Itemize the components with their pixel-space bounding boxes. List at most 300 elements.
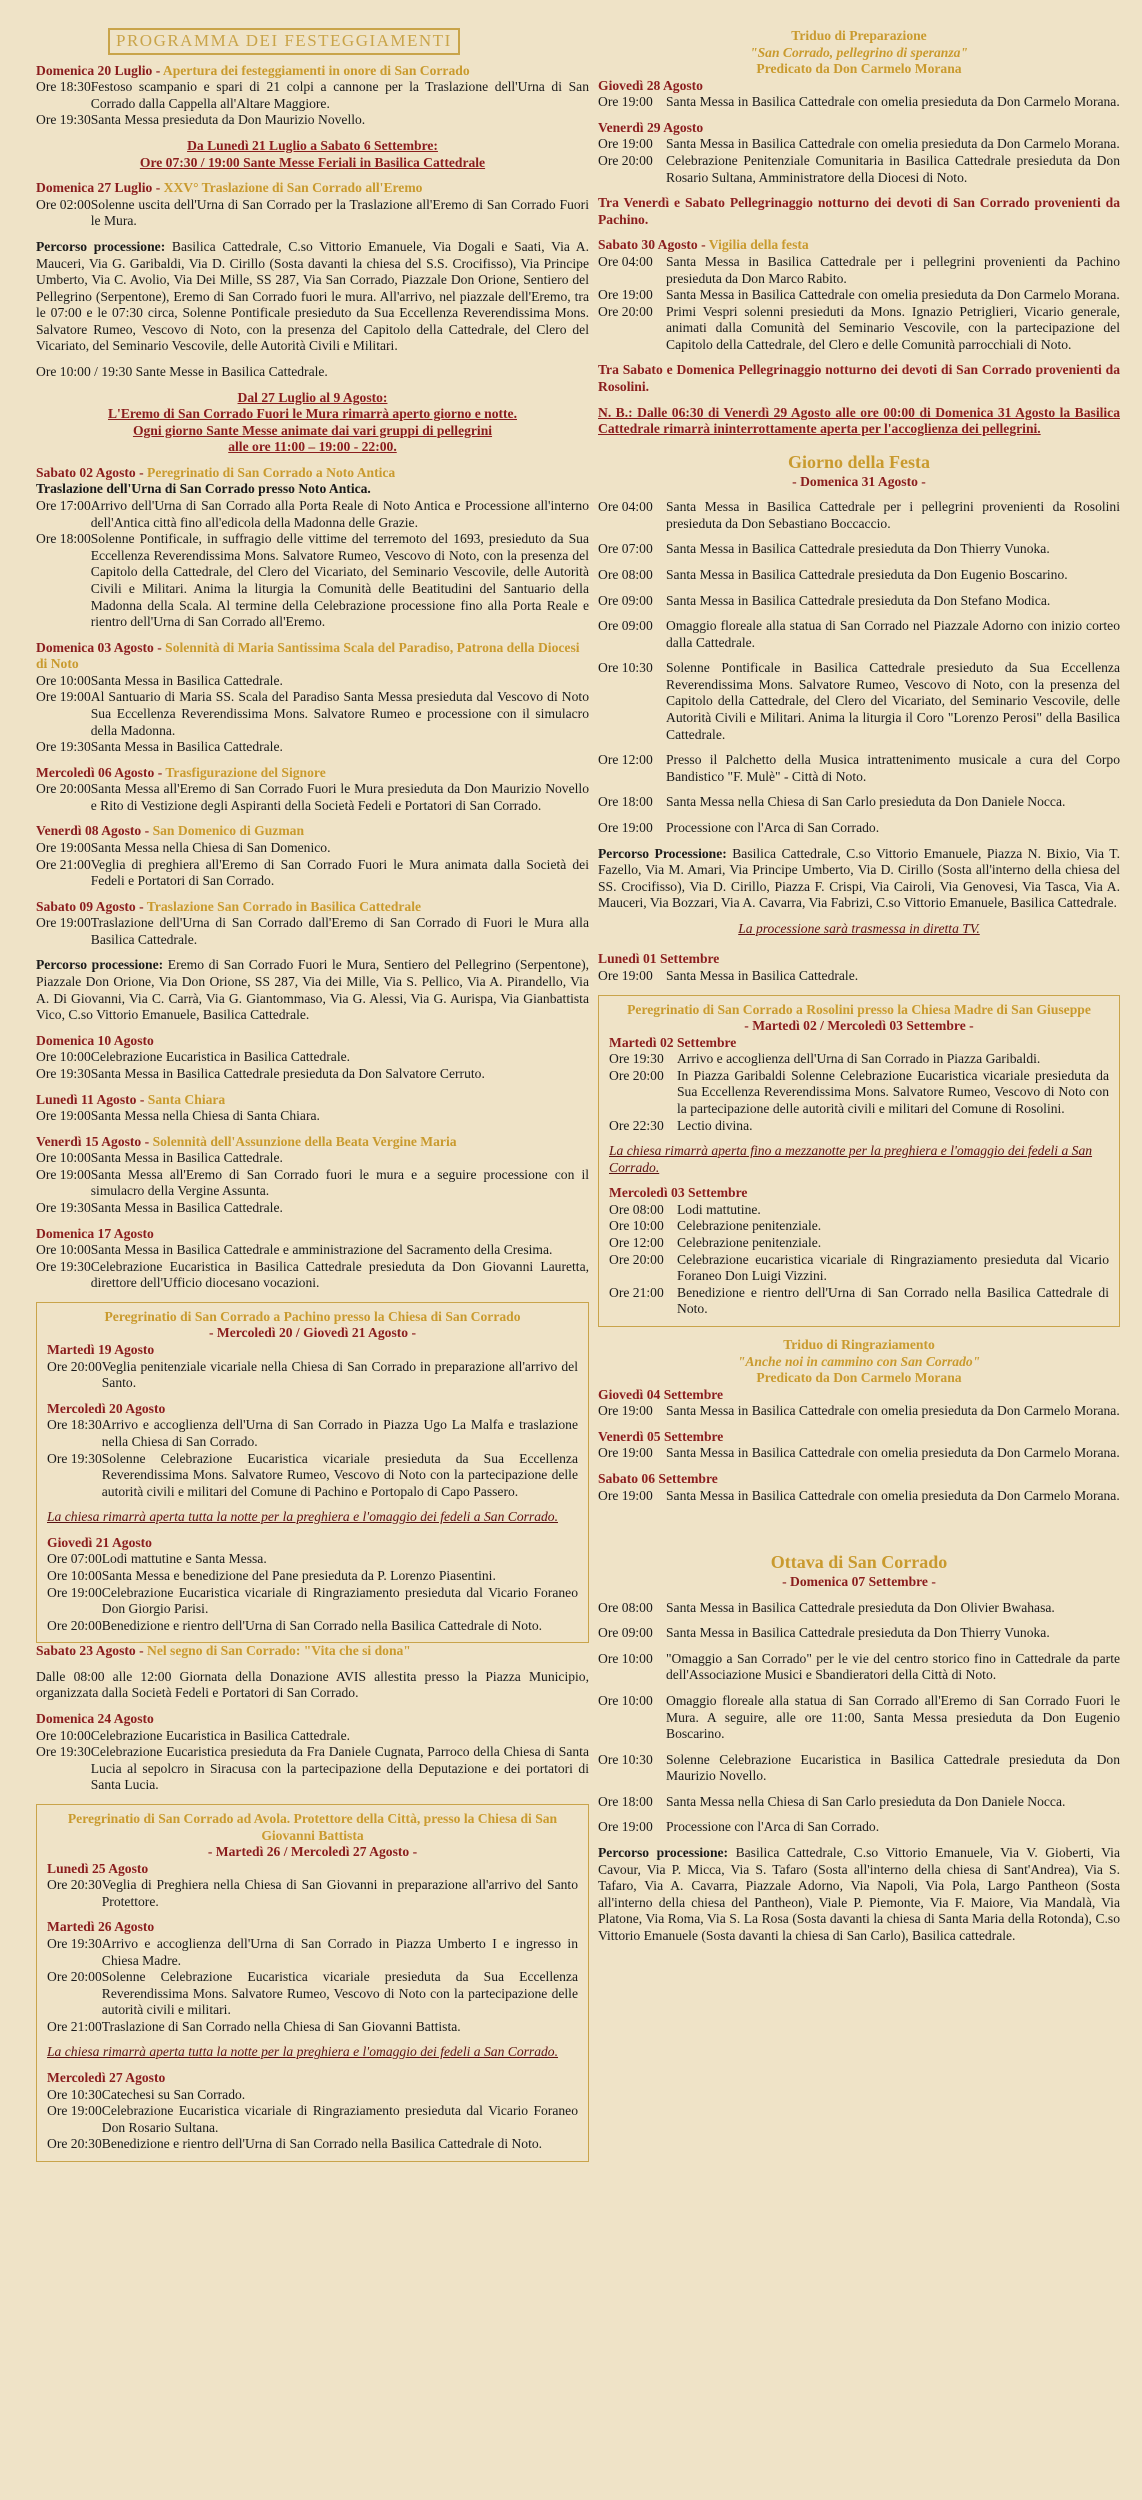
left-column xyxy=(36,28,589,2162)
schedule-time: Ore 10:00 xyxy=(36,1049,91,1065)
schedule-text: In Piazza Garibaldi Solenne Celebrazione Eucaristica vicariale presieduta da Sua Eccellenza Reverendissima Mons. Salvatore Rumeo, Vescovo di Noto con la partecipazione delle autorità civili e militari del Comune di Rosolini. xyxy=(677,1067,1109,1117)
schedule-time: Ore 10:30 xyxy=(598,1751,653,1767)
box-subtitle: - Martedì 02 / Mercoledì 03 Settembre - xyxy=(744,1018,974,1034)
schedule-text: Santa Messa in Basilica Cattedrale per i pellegrini provenienti da Pachino presieduta da Don Marco Rabito. xyxy=(666,253,1120,286)
schedule-row xyxy=(36,739,589,756)
schedule-time: Ore 18:30 xyxy=(36,79,91,95)
notice-line: alle ore 11:00 – 19:00 - 22:00. xyxy=(228,439,397,455)
schedule-text: Santa Messa in Basilica Cattedrale con omelia presieduta da Don Carmelo Morana. xyxy=(666,1445,1120,1461)
event-date-heading xyxy=(598,120,1120,137)
schedule-row xyxy=(47,1451,578,1501)
schedule-row xyxy=(609,1118,1109,1135)
event-date: Domenica 20 Luglio - xyxy=(36,62,163,78)
schedule-time: Ore 20:00 xyxy=(47,1969,102,1985)
schedule-row xyxy=(47,1359,578,1392)
event-date-heading xyxy=(36,1711,589,1728)
schedule-time: Ore 17:00 xyxy=(36,498,91,514)
event-date: Giovedì 28 Agosto xyxy=(598,77,703,93)
event-title: Peregrinatio di San Corrado a Noto Antica xyxy=(147,464,396,480)
schedule-row xyxy=(36,857,589,890)
schedule-text: Santa Messa nella Chiesa di San Carlo presieduta da Don Daniele Nocca. xyxy=(666,794,1066,810)
route-text: Basilica Cattedrale, C.so Vittorio Emanuele, Piazza N. Bixio, Via T. Fazello, Via M. Amari, Via Principe Umberto, Via D. Cirillo (Sosta all'interno della chiesa del SS. Crocifisso), Via D. Cirillo, Piazza F. Crispi, Via Cairoli, Via Genovesi, Via Tasca, Via A. Mauceri, Via Bozzari, Via A. Cavarra, Via Fabrizi, C.so Vittorio Emanuele, Basilica Cattedrale. xyxy=(598,845,1120,911)
box-events xyxy=(47,1342,578,1634)
church-open-note: La chiesa rimarrà aperta tutta la notte per la preghiera e l'omaggio dei fedeli a San Corrado. xyxy=(47,1509,559,1525)
schedule-time: Ore 19:00 xyxy=(598,1403,653,1419)
schedule-time: Ore 10:00 xyxy=(36,672,91,688)
schedule-text: Benedizione e rientro dell'Urna di San Corrado nella Basilica Cattedrale di Noto. xyxy=(677,1284,1109,1317)
schedule-text: Lodi mattutine e Santa Messa. xyxy=(101,1551,267,1567)
schedule-row xyxy=(36,1108,589,1125)
schedule-time: Ore 20:30 xyxy=(47,1877,102,1893)
schedule-text: Santa Messa in Basilica Cattedrale con omelia presieduta da Don Carmelo Morana. xyxy=(666,94,1120,110)
schedule-row xyxy=(36,531,589,630)
triduo-preacher: Predicato da Don Carmelo Morana xyxy=(756,1370,962,1386)
schedule-text: Traslazione dell'Urna di San Corrado dall'Eremo di San Corrado di Fuori le Mura alla Basilica Cattedrale. xyxy=(90,915,589,947)
schedule-row xyxy=(598,254,1120,287)
church-open-note: La chiesa rimarrà aperta fino a mezzanotte per la preghiera e l'omaggio dei fedeli a San Corrado. xyxy=(609,1143,1093,1175)
notice-line: Dal 27 Luglio al 9 Agosto: xyxy=(237,389,388,405)
schedule-text: Al Santuario di Maria SS. Scala del Paradiso Santa Messa presieduta dal Vescovo di Noto Sua Eccellenza Reverendissima Mons. Salvatore Rumeo e processione con il simulacro della Madonna. xyxy=(90,689,589,738)
ottava-events xyxy=(598,1600,1120,1945)
schedule-row xyxy=(598,1488,1120,1505)
schedule-text: Santa Messa all'Eremo di San Corrado Fuori le Mura presieduta da Don Maurizio Novello e Rito di Vestizione degli Aspiranti della Società Fedeli e Portatori di San Corrado. xyxy=(90,781,589,813)
route-label: Percorso Processione: xyxy=(598,845,727,861)
schedule-row xyxy=(47,1877,578,1910)
schedule-row xyxy=(36,1150,589,1167)
schedule-row xyxy=(36,1167,589,1200)
schedule-text: Omaggio floreale alla statua di San Corrado nel Piazzale Adorno con inizio corteo dalla Cattedrale. xyxy=(666,618,1120,650)
event-date-heading xyxy=(36,823,589,840)
info-line: Dalle 08:00 alle 12:00 Giornata della Donazione AVIS allestita presso la Piazza Municipio, organizzata dalla Società Fedeli e Portatori di San Corrado. xyxy=(36,1668,589,1701)
schedule-time: Ore 19:30 xyxy=(36,1200,91,1215)
schedule-text: Santa Messa in Basilica Cattedrale per i pellegrini provenienti da Rosolini presieduta da Don Sebastiano Boccaccio. xyxy=(666,499,1120,531)
schedule-row xyxy=(598,1693,1120,1743)
festa-title: Giorno della Festa xyxy=(788,451,930,472)
schedule-time: Ore 19:00 xyxy=(598,136,653,152)
event-date-heading xyxy=(47,1535,578,1552)
event-date: Mercoledì 20 Agosto xyxy=(47,1400,166,1416)
schedule-text: Solenne uscita dell'Urna di San Corrado per la Traslazione all'Eremo di San Corrado Fuori le Mura. xyxy=(90,196,589,229)
pilgrimage-notice: Tra Venerdì e Sabato Pellegrinaggio notturno dei devoti di San Corrado provenienti da Pachino. xyxy=(598,195,1120,227)
schedule-row xyxy=(598,593,1120,610)
festa-subtitle: - Domenica 31 Agosto - xyxy=(792,473,926,489)
schedule-time: Ore 20:00 xyxy=(36,781,91,797)
event-title: Traslazione San Corrado in Basilica Cattedrale xyxy=(146,898,422,914)
schedule-text: Celebrazione Penitenziale Comunitaria in Basilica Cattedrale presieduta da Don Rosario Sultana, Amministratore della Diocesi di Noto. xyxy=(666,153,1120,185)
schedule-row xyxy=(609,1202,1109,1219)
schedule-time: Ore 19:00 xyxy=(47,1584,102,1600)
schedule-row xyxy=(598,1625,1120,1642)
schedule-text: Santa Messa in Basilica Cattedrale. xyxy=(90,1200,283,1215)
schedule-row xyxy=(47,1568,578,1585)
ottava-subtitle: - Domenica 07 Settembre - xyxy=(782,1574,936,1590)
schedule-text: Santa Messa in Basilica Cattedrale presieduta da Don Thierry Vunoka. xyxy=(666,541,1050,557)
schedule-text: Solenne Pontificale, in suffragio delle vittime del terremoto del 1693, presieduto da Sua Eccellenza Reverendissima Mons. Salvatore Rumeo, Vescovo di Noto, con la presenza del Capitolo della Cattedrale, del Clero del Vicariato, del Seminario Vescovile, delle Autorità Civili e Militari. Anima la liturgia la Comunità delle Beatitudini del Santuario della Madonna della Scala. Al termine della Celebrazione processione fino alla Porta Reale e rientro dell'Urna di San Corrado all'Eremo. xyxy=(90,531,589,630)
schedule-text: Veglia di Preghiera nella Chiesa di San Giovanni in preparazione all'arrivo del Santo Protettore. xyxy=(101,1877,578,1909)
event-date-heading xyxy=(36,640,589,673)
schedule-text: Santa Messa in Basilica Cattedrale presieduta da Don Thierry Vunoka. xyxy=(666,1625,1050,1641)
schedule-text: Santa Messa presieduta da Don Maurizio Novello. xyxy=(90,112,366,128)
route-label: Percorso processione: xyxy=(36,238,166,254)
schedule-row xyxy=(36,1049,589,1066)
schedule-row xyxy=(36,498,589,531)
schedule-time: Ore 10:00 xyxy=(36,1727,91,1743)
pilgrimage-notice: Tra Sabato e Domenica Pellegrinaggio notturno dei devoti di San Corrado provenienti da Rosolini. xyxy=(598,362,1120,394)
schedule-time: Ore 19:30 xyxy=(36,1258,91,1274)
schedule-time: Ore 21:00 xyxy=(36,856,91,872)
avola-peregrinatio-box xyxy=(36,1804,589,2162)
schedule-row xyxy=(36,915,589,948)
schedule-row xyxy=(598,1651,1120,1684)
event-date-heading xyxy=(598,1387,1120,1404)
event-date: Giovedì 04 Settembre xyxy=(598,1386,724,1402)
event-title: San Domenico di Guzman xyxy=(152,823,304,839)
right-events-1 xyxy=(598,78,1120,438)
schedule-time: Ore 19:30 xyxy=(609,1051,664,1067)
schedule-row xyxy=(598,153,1120,186)
schedule-row xyxy=(36,1066,589,1083)
event-date: Sabato 02 Agosto - xyxy=(36,464,148,480)
schedule-row xyxy=(609,1252,1109,1285)
schedule-text: Santa Messa in Basilica Cattedrale presieduta da Don Eugenio Boscarino. xyxy=(666,566,1068,582)
schedule-time: Ore 20:00 xyxy=(47,1358,102,1374)
event-title: Nel segno di San Corrado: "Vita che si dona" xyxy=(147,1643,411,1659)
schedule-row xyxy=(598,1600,1120,1617)
schedule-text: Santa Messa in Basilica Cattedrale presieduta da Don Olivier Bwahasa. xyxy=(666,1599,1055,1615)
schedule-row xyxy=(609,1218,1109,1235)
route-text: Basilica Cattedrale, C.so Vittorio Emanuele, Via Dogali e Saati, Via A. Mauceri, Via G. Garibaldi, Via D. Cirillo (Sosta davanti la chiesa del S.S. Crocifisso), Via Principe Umberto, Via C. Avolio, Via Dei Mille, SS 287, Via San Corrado, Piazzale Don Orione, Sentiero del Pellegrino (Serpentone), Eremo di San Corrado fuori le mura. All'arrivo, nel piazzale dell'Eremo, tra le 07:00 e le 07:30 circa, Solenne Pontificale presieduto da Sua Eccellenza Reverendissima Mons. Salvatore Rumeo, Vescovo di Noto, con la presenza del Capitolo della Cattedrale, del Clero del Vicariato, del Seminario Vescovile, delle Autorità Civili e Militari. xyxy=(36,238,589,354)
schedule-text: Santa Messa nella Chiesa di San Domenico. xyxy=(90,840,331,856)
schedule-time: Ore 18:00 xyxy=(598,794,653,810)
schedule-time: Ore 08:00 xyxy=(598,566,653,582)
ottava-title: Ottava di San Corrado xyxy=(770,1552,948,1573)
schedule-text: Arrivo dell'Urna di San Corrado alla Porta Reale di Noto Antica e Processione all'interno dell'Antica città fino all'edicola della Madonna delle Grazie. xyxy=(90,498,589,530)
schedule-row xyxy=(36,840,589,857)
event-title: XXV° Traslazione di San Corrado all'Eremo xyxy=(163,180,423,196)
event-date-heading xyxy=(598,237,1120,254)
schedule-text: Arrivo e accoglienza dell'Urna di San Corrado in Piazza Umberto I e ingresso in Chiesa Madre. xyxy=(101,1935,578,1968)
schedule-time: Ore 19:00 xyxy=(598,94,653,110)
schedule-row xyxy=(609,1068,1109,1118)
schedule-text: Solenne Pontificale in Basilica Cattedrale presieduto da Sua Eccellenza Reverendissima Mons. Salvatore Rumeo, Vescovo di Noto, con la presenza del Capitolo della Cattedrale, del Clero del Vicariato, del Seminario Vescovile, delle Autorità Civili e Militari. Anima la liturgia il Coro "Lorenzo Perosi" della Basilica Cattedrale. xyxy=(666,660,1120,742)
event-date-heading xyxy=(36,765,589,782)
opening-notice: N. B.: Dalle 06:30 di Venerdì 29 Agosto alle ore 00:00 di Domenica 31 Agosto la Basilica Cattedrale rimarrà ininterrottamente aperta per l'accoglienza dei pellegrini. xyxy=(598,404,1120,437)
event-date: Mercoledì 06 Agosto - xyxy=(36,764,166,780)
event-date: Venerdì 29 Agosto xyxy=(598,119,704,135)
schedule-row xyxy=(598,541,1120,558)
festa-events xyxy=(598,499,1120,937)
schedule-row xyxy=(609,1285,1109,1318)
schedule-time: Ore 20:30 xyxy=(47,2136,102,2152)
event-date-heading xyxy=(36,180,589,197)
event-date-heading xyxy=(598,951,1120,968)
schedule-text: Arrivo e accoglienza dell'Urna di San Corrado in Piazza Ugo La Malfa e traslazione nella Chiesa di San Corrado. xyxy=(101,1417,578,1449)
schedule-text: Veglia di preghiera all'Eremo di San Corrado Fuori le Mura animata dalla Società dei Fedeli e Portatori di San Corrado. xyxy=(90,856,589,889)
notice-line: L'Eremo di San Corrado Fuori le Mura rimarrà aperto giorno e notte. xyxy=(107,406,517,422)
schedule-text: Santa Messa in Basilica Cattedrale con omelia presieduta da Don Carmelo Morana. xyxy=(666,1487,1120,1503)
notice-line: Ogni giorno Sante Messe animate dai vari gruppi di pellegrini xyxy=(132,422,493,438)
event-date: Domenica 24 Agosto xyxy=(36,1711,154,1727)
schedule-time: Ore 19:30 xyxy=(36,739,91,755)
right-column xyxy=(598,28,1120,1945)
route-text: Eremo di San Corrado Fuori le Mura, Sentiero del Pellegrino (Serpentone), Piazzale Don Orione, Via Don Orione, SS 287, Via dei Mille, Via S. Pellico, Via A. Pirandello, Via A. Di Giovanni, Via C. Carrà, Via G. Giantommaso, Via G. Alessi, Via G. Aurispa, Via Gianbattista Vico, C.so Vittorio Emanuele, Basilica Cattedrale. xyxy=(36,957,590,1023)
schedule-time: Ore 09:00 xyxy=(598,1625,653,1641)
event-title: Solennità dell'Assunzione della Beata Vergine Maria xyxy=(152,1133,457,1149)
event-title: Solennità di Maria Santissima Scala del Paradiso, Patrona della Diocesi di Noto xyxy=(36,639,580,672)
info-line: Ore 10:00 / 19:30 Sante Messe in Basilica Cattedrale. xyxy=(36,363,328,379)
highlight-notice xyxy=(36,138,589,171)
schedule-text: Celebrazione eucaristica vicariale di Ringraziamento presieduta dal Vicario Foraneo Don Luigi Vizzini. xyxy=(677,1251,1109,1284)
schedule-text: Santa Messa in Basilica Cattedrale con omelia presieduta da Don Carmelo Morana. xyxy=(666,136,1120,152)
event-date: Martedì 19 Agosto xyxy=(47,1342,155,1358)
right-events-2 xyxy=(598,951,1120,984)
schedule-time: Ore 09:00 xyxy=(598,592,653,608)
triduo-ringraziamento xyxy=(598,1337,1120,1387)
schedule-text: Traslazione di San Corrado nella Chiesa di San Giovanni Battista. xyxy=(101,2018,461,2034)
schedule-time: Ore 08:00 xyxy=(598,1599,653,1615)
event-date: Venerdì 05 Settembre xyxy=(598,1428,724,1444)
event-title: Vigilia della festa xyxy=(708,237,809,253)
schedule-row xyxy=(47,1585,578,1618)
event-date-heading xyxy=(609,1035,1109,1052)
schedule-time: Ore 09:00 xyxy=(598,618,653,634)
event-date-heading xyxy=(598,78,1120,95)
event-date-heading xyxy=(36,1226,589,1243)
schedule-text: Lodi mattutine. xyxy=(677,1201,761,1217)
schedule-time: Ore 19:30 xyxy=(47,1450,102,1466)
route-paragraph xyxy=(36,957,589,1023)
schedule-row xyxy=(47,1936,578,1969)
schedule-row xyxy=(598,499,1120,532)
schedule-time: Ore 18:00 xyxy=(598,1793,653,1809)
schedule-text: Santa Messa nella Chiesa di San Carlo presieduta da Don Daniele Nocca. xyxy=(666,1793,1066,1809)
schedule-time: Ore 10:00 xyxy=(598,1650,653,1666)
schedule-text: Catechesi su San Corrado. xyxy=(101,2086,246,2102)
event-date-heading xyxy=(47,1401,578,1418)
schedule-row xyxy=(36,1728,589,1745)
event-date: Domenica 17 Agosto xyxy=(36,1225,154,1241)
schedule-time: Ore 10:00 xyxy=(609,1218,664,1234)
schedule-time: Ore 19:00 xyxy=(36,1166,91,1182)
schedule-row xyxy=(47,2103,578,2136)
schedule-time: Ore 04:00 xyxy=(598,499,653,515)
route-label: Percorso processione: xyxy=(36,957,164,973)
schedule-time: Ore 08:00 xyxy=(609,1201,664,1217)
schedule-time: Ore 10:30 xyxy=(47,2086,102,2102)
event-date: Giovedì 21 Agosto xyxy=(47,1534,152,1550)
schedule-text: Celebrazione penitenziale. xyxy=(677,1218,822,1234)
schedule-row xyxy=(36,781,589,814)
right-events-3 xyxy=(598,1387,1120,1504)
church-open-note: La chiesa rimarrà aperta tutta la notte per la preghiera e l'omaggio dei fedeli a San Corrado. xyxy=(47,2044,559,2060)
schedule-row xyxy=(36,79,589,112)
event-date-heading xyxy=(47,1861,578,1878)
event-date: Venerdì 15 Agosto - xyxy=(36,1133,153,1149)
schedule-text: Benedizione e rientro dell'Urna di San Corrado nella Basilica Cattedrale di Noto. xyxy=(101,1617,543,1633)
schedule-time: Ore 19:00 xyxy=(598,287,653,303)
schedule-time: Ore 19:00 xyxy=(36,915,91,931)
schedule-time: Ore 21:00 xyxy=(609,1284,664,1300)
schedule-row xyxy=(36,197,589,230)
schedule-time: Ore 12:00 xyxy=(609,1235,664,1251)
schedule-row xyxy=(598,1794,1120,1811)
schedule-text: Santa Messa in Basilica Cattedrale. xyxy=(90,672,283,688)
schedule-row xyxy=(598,304,1120,354)
schedule-text: Festoso scampanio e spari di 21 colpi a cannone per la Traslazione dell'Urna di San Corrado dalla Cappella all'Altare Maggiore. xyxy=(90,79,589,111)
event-date-heading xyxy=(36,465,589,482)
event-date: Sabato 06 Settembre xyxy=(598,1471,718,1486)
rosolini-peregrinatio-box xyxy=(598,995,1120,1327)
triduo-preacher: Predicato da Don Carmelo Morana xyxy=(756,61,962,77)
event-date: Mercoledì 27 Agosto xyxy=(47,2070,166,2086)
schedule-time: Ore 22:30 xyxy=(609,1117,664,1133)
broadcast-note: La processione sarà trasmessa in diretta TV. xyxy=(738,920,980,936)
schedule-time: Ore 20:00 xyxy=(598,303,653,319)
event-date-heading xyxy=(47,1342,578,1359)
triduo-motto: "San Corrado, pellegrino di speranza" xyxy=(750,44,968,60)
schedule-time: Ore 20:00 xyxy=(598,153,653,169)
schedule-row xyxy=(47,1417,578,1450)
left-events-2 xyxy=(36,1643,589,1794)
event-date: Lunedì 25 Agosto xyxy=(47,1860,149,1876)
notice-line: Ore 07:30 / 19:00 Sante Messe Feriali in Basilica Cattedrale xyxy=(139,154,486,170)
route-text: Basilica Cattedrale, C.so Vittorio Emanuele, Via V. Gioberti, Via Cavour, Via P. Micca, Via S. Tafaro (Sosta all'interno della chiesa di Sant'Andrea), Via S. Tafaro, Via A. Cavarra, Piazzale Adorno, Via Napoli, Via Pola, Largo Pantheon (Sosta all'interno della chiesa del Pantheon), Viale P. Piemonte, Via F. Maiore, Via Mandalà, Via Platone, Via Roma, Via S. La Rosa (Sosta davanti la chiesa di Santa Maria della Rotonda), C.so Vittorio Emanuele (Sosta davanti la chiesa di San Carlo), Basilica cattedrale. xyxy=(598,1845,1120,1943)
event-date: Domenica 03 Agosto - xyxy=(36,639,166,655)
schedule-time: Ore 19:00 xyxy=(598,967,653,983)
schedule-row xyxy=(598,567,1120,584)
event-date: Martedì 02 Settembre xyxy=(609,1034,737,1050)
event-date: Domenica 27 Luglio - xyxy=(36,180,164,196)
schedule-row xyxy=(36,673,589,690)
triduo-title: Triduo di Preparazione xyxy=(791,28,927,43)
schedule-time: Ore 07:00 xyxy=(598,541,653,557)
notice-line: Da Lunedì 21 Luglio a Sabato 6 Settembre: xyxy=(187,138,438,154)
info-bold-line: Traslazione dell'Urna di San Corrado presso Noto Antica. xyxy=(36,481,371,497)
schedule-row xyxy=(36,1259,589,1292)
schedule-text: "Omaggio a San Corrado" per le vie del centro storico fino in Cattedrale da parte dell'Associazione Musici e Sbandieratori della Città di Noto. xyxy=(666,1650,1120,1683)
schedule-time: Ore 19:00 xyxy=(598,1487,653,1503)
schedule-time: Ore 02:00 xyxy=(36,196,91,212)
schedule-text: Presso il Palchetto della Musica intrattenimento musicale a cura del Corpo Bandistico "F. Mulè" - Città di Noto. xyxy=(666,752,1120,784)
schedule-text: Arrivo e accoglienza dell'Urna di San Corrado in Piazza Garibaldi. xyxy=(677,1051,1041,1067)
event-title: Trasfigurazione del Signore xyxy=(165,764,326,780)
schedule-text: Solenne Celebrazione Eucaristica vicariale presieduta da Sua Eccellenza Reverendissima Mons. Salvatore Rumeo, Vescovo di Noto con la partecipazione delle autorità civili e militari del Comune di Pachino e Portopalo di Capo Passero. xyxy=(101,1450,578,1499)
event-date-heading xyxy=(36,63,589,80)
schedule-time: Ore 18:00 xyxy=(36,531,91,547)
schedule-row xyxy=(598,1819,1120,1836)
schedule-time: Ore 21:00 xyxy=(47,2018,102,2034)
schedule-row xyxy=(47,1969,578,2019)
schedule-row xyxy=(47,1551,578,1568)
pachino-peregrinatio-box xyxy=(36,1302,589,1643)
schedule-time: Ore 19:30 xyxy=(36,1065,91,1081)
schedule-text: Celebrazione Eucaristica in Basilica Cattedrale presieduta da Don Giovanni Lauretta, direttore dell'Ufficio diocesano vocazioni. xyxy=(90,1258,589,1291)
schedule-time: Ore 10:30 xyxy=(598,660,653,676)
schedule-row xyxy=(598,287,1120,304)
schedule-text: Santa Messa e benedizione del Pane presieduta da P. Lorenzo Piasentini. xyxy=(101,1567,496,1583)
schedule-row xyxy=(598,94,1120,111)
schedule-text: Solenne Celebrazione Eucaristica in Basilica Cattedrale presieduta da Don Maurizio Novello. xyxy=(666,1751,1120,1784)
route-paragraph xyxy=(598,1845,1120,1944)
schedule-row xyxy=(598,1752,1120,1785)
event-date: Venerdì 08 Agosto - xyxy=(36,823,153,839)
schedule-text: Omaggio floreale alla statua di San Corrado all'Eremo di San Corrado Fuori le Mura. A seguire, alle ore 11:00, Santa Messa presieduta da Don Eugenio Boscarino. xyxy=(666,1693,1120,1742)
schedule-row xyxy=(36,1200,589,1217)
schedule-time: Ore 19:30 xyxy=(36,112,91,128)
schedule-text: Santa Messa in Basilica Cattedrale presieduta da Don Stefano Modica. xyxy=(666,592,1051,608)
schedule-time: Ore 19:00 xyxy=(36,689,91,705)
box-events xyxy=(609,1035,1109,1318)
schedule-time: Ore 18:30 xyxy=(47,1417,102,1433)
box-title: Peregrinatio di San Corrado a Rosolini presso la Chiesa Madre di San Giuseppe xyxy=(627,1001,1091,1017)
schedule-row xyxy=(598,968,1120,985)
schedule-time: Ore 19:00 xyxy=(36,840,91,856)
schedule-row xyxy=(47,1618,578,1635)
event-date-heading xyxy=(36,899,589,916)
schedule-text: Santa Messa in Basilica Cattedrale e amministrazione del Sacramento della Cresima. xyxy=(90,1242,553,1258)
schedule-row xyxy=(36,689,589,739)
schedule-text: Benedizione e rientro dell'Urna di San Corrado nella Basilica Cattedrale di Noto. xyxy=(101,2136,543,2152)
schedule-row xyxy=(598,660,1120,743)
schedule-row xyxy=(47,2019,578,2036)
schedule-row xyxy=(47,2136,578,2153)
event-date: Lunedì 01 Settembre xyxy=(598,951,720,967)
event-date-heading xyxy=(47,1919,578,1936)
schedule-text: Santa Messa in Basilica Cattedrale con omelia presieduta da Don Carmelo Morana. xyxy=(666,1403,1120,1419)
schedule-text: Celebrazione Eucaristica presieduta da Fra Daniele Cugnata, Parroco della Chiesa di Santa Lucia al sepolcro in Siracusa con la partecipazione della Deputazione e dei portatori di Santa Lucia. xyxy=(90,1744,589,1793)
route-label: Percorso processione: xyxy=(598,1845,729,1861)
schedule-row xyxy=(36,1242,589,1259)
event-date: Lunedì 11 Agosto - xyxy=(36,1091,148,1107)
schedule-row xyxy=(36,1744,589,1794)
schedule-time: Ore 19:00 xyxy=(598,819,653,835)
box-title: Peregrinatio di San Corrado a Pachino presso la Chiesa di San Corrado xyxy=(104,1308,521,1324)
event-date-heading xyxy=(36,1643,589,1660)
program-title: PROGRAMMA DEI FESTEGGIAMENTI xyxy=(108,28,460,55)
schedule-row xyxy=(598,618,1120,651)
schedule-time: Ore 19:00 xyxy=(598,1445,653,1461)
event-date: Mercoledì 03 Settembre xyxy=(609,1185,748,1201)
schedule-row xyxy=(598,1403,1120,1420)
triduo-preparazione xyxy=(598,28,1120,78)
schedule-text: Processione con l'Arca di San Corrado. xyxy=(666,1819,880,1835)
event-date: Martedì 26 Agosto xyxy=(47,1919,155,1935)
schedule-text: Celebrazione Eucaristica in Basilica Cattedrale. xyxy=(90,1049,351,1065)
schedule-text: Lectio divina. xyxy=(677,1117,753,1133)
event-date-heading xyxy=(36,1092,589,1109)
route-paragraph xyxy=(36,239,589,355)
schedule-text: Celebrazione Eucaristica vicariale di Ringraziamento presieduta dal Vicario Foraneo Don Giorgio Parisi. xyxy=(101,1584,578,1617)
schedule-text: Santa Messa in Basilica Cattedrale. xyxy=(90,739,283,755)
schedule-time: Ore 19:00 xyxy=(47,2103,102,2119)
schedule-text: Santa Messa all'Eremo di San Corrado fuori le mura e a seguire processione con il simulacro della Vergine Assunta. xyxy=(90,1166,589,1199)
schedule-text: Celebrazione penitenziale. xyxy=(677,1235,822,1251)
schedule-text: Santa Messa in Basilica Cattedrale con omelia presieduta da Don Carmelo Morana. xyxy=(666,287,1120,303)
event-date-heading xyxy=(36,1033,589,1050)
schedule-time: Ore 07:00 xyxy=(47,1551,102,1567)
schedule-time: Ore 10:00 xyxy=(47,1567,102,1583)
event-date: Sabato 09 Agosto - xyxy=(36,898,147,914)
schedule-text: Veglia penitenziale vicariale nella Chiesa di San Corrado in preparazione all'arrivo del Santo. xyxy=(101,1358,578,1391)
schedule-time: Ore 19:30 xyxy=(47,1935,102,1951)
schedule-text: Celebrazione Eucaristica vicariale di Ringraziamento presieduta dal Vicario Foraneo Don Rosario Sultana. xyxy=(101,2103,578,2135)
event-title: Santa Chiara xyxy=(147,1091,226,1107)
schedule-row xyxy=(598,136,1120,153)
event-title: Apertura dei festeggiamenti in onore di San Corrado xyxy=(162,62,470,78)
box-subtitle: - Mercoledì 20 / Giovedì 21 Agosto - xyxy=(208,1325,417,1341)
highlight-notice xyxy=(36,390,589,456)
schedule-text: Solenne Celebrazione Eucaristica vicariale presieduta da Sua Eccellenza Reverendissima Mons. Salvatore Rumeo, Vescovo di Noto con la partecipazione delle autorità civili e militari. xyxy=(101,1969,578,2018)
